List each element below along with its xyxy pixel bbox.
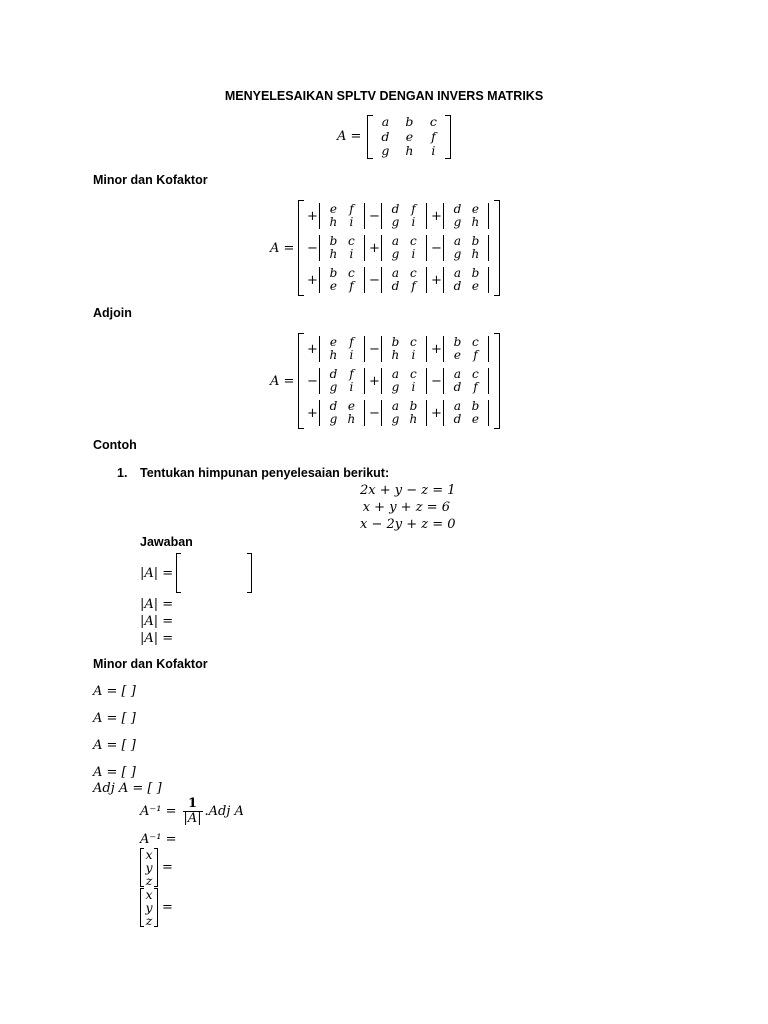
cofactor-entry xyxy=(368,235,430,261)
cofactor-minor-cell: d xyxy=(453,279,462,293)
cofactor-entry xyxy=(368,267,430,293)
matrix-a-cell: c xyxy=(429,114,437,129)
cofactor-sign: + xyxy=(306,208,318,224)
cofactor-minor-cell: i xyxy=(349,247,354,261)
cofactor-matrix xyxy=(270,200,500,296)
matrix-a-cell: g xyxy=(381,143,390,158)
matrix-a-cell: d xyxy=(381,128,390,144)
cofactor-minor-cell: f xyxy=(349,279,354,293)
cofactor-entry xyxy=(430,203,492,229)
matrix-a-cell: e xyxy=(405,128,414,144)
cofactor-minor-cell: e xyxy=(471,202,479,216)
matrix-a-cell: b xyxy=(405,114,414,129)
cofactor-minor-cell: e xyxy=(471,279,479,293)
cofactor-entry xyxy=(430,235,492,261)
matrix-a-definition xyxy=(337,115,445,159)
section-adjoin: Adjoin xyxy=(93,306,132,320)
adjoin-minor-cell: f xyxy=(473,380,478,394)
page-title: MENYELESAIKAN SPLTV DENGAN INVERS MATRIKS xyxy=(224,89,544,103)
cofactor-minor-cell: f xyxy=(411,202,416,216)
fraction-numerator: 1 xyxy=(187,796,198,811)
inverse-line-2: A⁻¹ = xyxy=(140,832,177,847)
vector-entry: z xyxy=(145,873,153,888)
adjoin-sign: − xyxy=(430,373,442,389)
adjoin-label: A = xyxy=(270,373,295,389)
adjoin-minor-cell: c xyxy=(410,335,417,349)
adjoin-entry xyxy=(368,400,430,426)
det-line-1: |A| = xyxy=(140,566,174,581)
inverse-formula xyxy=(140,797,244,826)
adjoin-minor-cell: e xyxy=(329,335,337,349)
cofactor-minor-cell: e xyxy=(329,279,337,293)
cofactor-entry xyxy=(306,267,368,293)
adjoin-matrix xyxy=(270,333,500,429)
cofactor-entry xyxy=(306,203,368,229)
adjoin-minor-cell: b xyxy=(391,335,400,349)
det-line-4: |A| = xyxy=(140,631,174,646)
adjoin-minor-cell: f xyxy=(473,348,478,362)
adjoin-minor-cell: b xyxy=(471,399,480,413)
cofactor-minor-cell: f xyxy=(349,202,354,216)
a-line-2: A = [ ] xyxy=(93,711,136,726)
adjoin-minor-cell: h xyxy=(347,412,356,426)
cofactor-minor-cell: h xyxy=(471,247,480,261)
cofactor-sign: + xyxy=(368,240,380,256)
matrix-a-cell: i xyxy=(431,143,436,158)
inverse-rhs: .Adj A xyxy=(204,804,244,819)
adjoin-minor-cell: i xyxy=(349,348,354,362)
cofactor-minor-cell: g xyxy=(391,247,400,261)
adjoin-sign: + xyxy=(368,373,380,389)
adjoin-entry xyxy=(306,400,368,426)
matrix-a-cell: a xyxy=(381,114,390,129)
problem-number: 1. xyxy=(117,466,128,480)
equation-1: 2x + y − z = 1 xyxy=(360,483,456,498)
cofactor-minor-cell: c xyxy=(410,234,417,248)
cofactor-sign: + xyxy=(430,272,442,288)
cofactor-minor-cell: a xyxy=(391,266,399,280)
adjoin-sign: − xyxy=(368,405,380,421)
adjoin-entry xyxy=(430,400,492,426)
adjoin-entry xyxy=(306,368,368,394)
cofactor-minor-cell: b xyxy=(471,266,480,280)
cofactor-minor-cell: i xyxy=(411,215,416,229)
adjoin-entry xyxy=(368,368,430,394)
adjoin-sign: − xyxy=(368,341,380,357)
adjoin-sign: + xyxy=(306,405,318,421)
adjoin-minor-cell: i xyxy=(411,380,416,394)
cofactor-sign: + xyxy=(306,272,318,288)
a-line-3: A = [ ] xyxy=(93,738,136,753)
adjoin-minor-cell: f xyxy=(349,335,354,349)
matrix-a-cell: h xyxy=(405,143,414,158)
det-line-3: |A| = xyxy=(140,614,174,629)
cofactor-minor-cell: g xyxy=(391,215,400,229)
adjoin-entry xyxy=(368,336,430,362)
inverse-fraction xyxy=(183,797,203,826)
det-empty-matrix xyxy=(176,553,252,593)
matrix-a-cell: f xyxy=(431,128,436,144)
adjoin-minor-cell: d xyxy=(329,399,338,413)
adjoin-minor-cell: e xyxy=(453,348,461,362)
cofactor-sign: − xyxy=(368,272,380,288)
jawaban-label: Jawaban xyxy=(140,535,193,549)
cofactor-minor-cell: h xyxy=(329,215,338,229)
adjoin-entry xyxy=(306,336,368,362)
adj-line: Adj A = [ ] xyxy=(93,781,162,796)
vector-equals: = xyxy=(162,900,173,915)
det-line-2: |A| = xyxy=(140,597,174,612)
vector-entry: z xyxy=(145,913,153,928)
cofactor-sign: + xyxy=(430,208,442,224)
adjoin-minor-cell: b xyxy=(453,335,462,349)
section-minor-kofaktor: Minor dan Kofaktor xyxy=(93,173,208,187)
cofactor-entry xyxy=(368,203,430,229)
cofactor-minor-cell: g xyxy=(453,247,462,261)
cofactor-sign: − xyxy=(430,240,442,256)
adjoin-minor-cell: i xyxy=(349,380,354,394)
cofactor-minor-cell: c xyxy=(348,266,355,280)
vector-entry: x xyxy=(145,887,153,902)
section-minor-kofaktor-2: Minor dan Kofaktor xyxy=(93,657,208,671)
adjoin-minor-cell: e xyxy=(471,412,479,426)
adjoin-minor-cell: g xyxy=(391,412,400,426)
cofactor-minor-cell: c xyxy=(348,234,355,248)
adjoin-minor-cell: i xyxy=(411,348,416,362)
inverse-lhs: A⁻¹ = xyxy=(140,804,177,819)
adjoin-sign: − xyxy=(306,373,318,389)
adjoin-minor-cell: c xyxy=(472,367,479,381)
cofactor-minor-cell: h xyxy=(471,215,480,229)
adjoin-minor-cell: d xyxy=(453,412,462,426)
adjoin-minor-cell: h xyxy=(391,348,400,362)
vector-entry: y xyxy=(145,860,153,875)
cofactor-minor-cell: d xyxy=(453,202,462,216)
adjoin-minor-cell: b xyxy=(409,399,418,413)
cofactor-minor-cell: e xyxy=(329,202,337,216)
adjoin-minor-cell: c xyxy=(472,335,479,349)
cofactor-label: A = xyxy=(270,240,295,256)
cofactor-entry xyxy=(306,235,368,261)
adjoin-minor-cell: a xyxy=(453,399,461,413)
adjoin-minor-cell: d xyxy=(329,367,338,381)
adjoin-sign: + xyxy=(306,341,318,357)
adjoin-minor-cell: h xyxy=(409,412,418,426)
cofactor-minor-cell: g xyxy=(453,215,462,229)
section-contoh: Contoh xyxy=(93,438,137,452)
vector-xyz-2 xyxy=(140,888,173,927)
matrix-a xyxy=(373,115,445,159)
a-line-1: A = [ ] xyxy=(93,684,136,699)
cofactor-minor-cell: b xyxy=(471,234,480,248)
adjoin-minor-cell: f xyxy=(349,367,354,381)
cofactor-minor-cell: a xyxy=(453,266,461,280)
cofactor-minor-cell: h xyxy=(329,247,338,261)
vector-equals: = xyxy=(162,860,173,875)
adjoin-minor-cell: d xyxy=(453,380,462,394)
adjoin-sign: + xyxy=(430,341,442,357)
adjoin-minor-cell: g xyxy=(329,380,338,394)
adjoin-entry xyxy=(430,368,492,394)
cofactor-minor-cell: a xyxy=(391,234,399,248)
adjoin-minor-cell: a xyxy=(391,367,399,381)
problem-text: Tentukan himpunan penyelesaian berikut: xyxy=(140,466,390,480)
vector-xyz-1 xyxy=(140,848,173,887)
cofactor-minor-cell: f xyxy=(411,279,416,293)
adjoin-minor-cell: a xyxy=(391,399,399,413)
adjoin-entry xyxy=(430,336,492,362)
adjoin-minor-cell: g xyxy=(329,412,338,426)
cofactor-minor-cell: i xyxy=(349,215,354,229)
vector-entry: x xyxy=(145,847,153,862)
cofactor-sign: − xyxy=(368,208,380,224)
cofactor-entry xyxy=(430,267,492,293)
cofactor-minor-cell: c xyxy=(410,266,417,280)
vector-entry: y xyxy=(145,900,153,915)
cofactor-minor-cell: i xyxy=(411,247,416,261)
adjoin-sign: + xyxy=(430,405,442,421)
cofactor-minor-cell: d xyxy=(391,202,400,216)
matrix-a-label: A = xyxy=(337,129,362,145)
cofactor-minor-cell: b xyxy=(329,234,338,248)
equation-2: x + y + z = 6 xyxy=(362,500,450,515)
adjoin-minor-cell: c xyxy=(410,367,417,381)
cofactor-minor-cell: b xyxy=(329,266,338,280)
adjoin-minor-cell: g xyxy=(391,380,400,394)
cofactor-minor-cell: d xyxy=(391,279,400,293)
adjoin-minor-cell: a xyxy=(453,367,461,381)
a-line-4: A = [ ] xyxy=(93,765,136,780)
cofactor-minor-cell: a xyxy=(453,234,461,248)
fraction-denominator: |A| xyxy=(183,811,202,826)
cofactor-sign: − xyxy=(306,240,318,256)
adjoin-minor-cell: e xyxy=(347,399,355,413)
adjoin-minor-cell: h xyxy=(329,348,338,362)
equation-3: x − 2y + z = 0 xyxy=(360,517,456,532)
